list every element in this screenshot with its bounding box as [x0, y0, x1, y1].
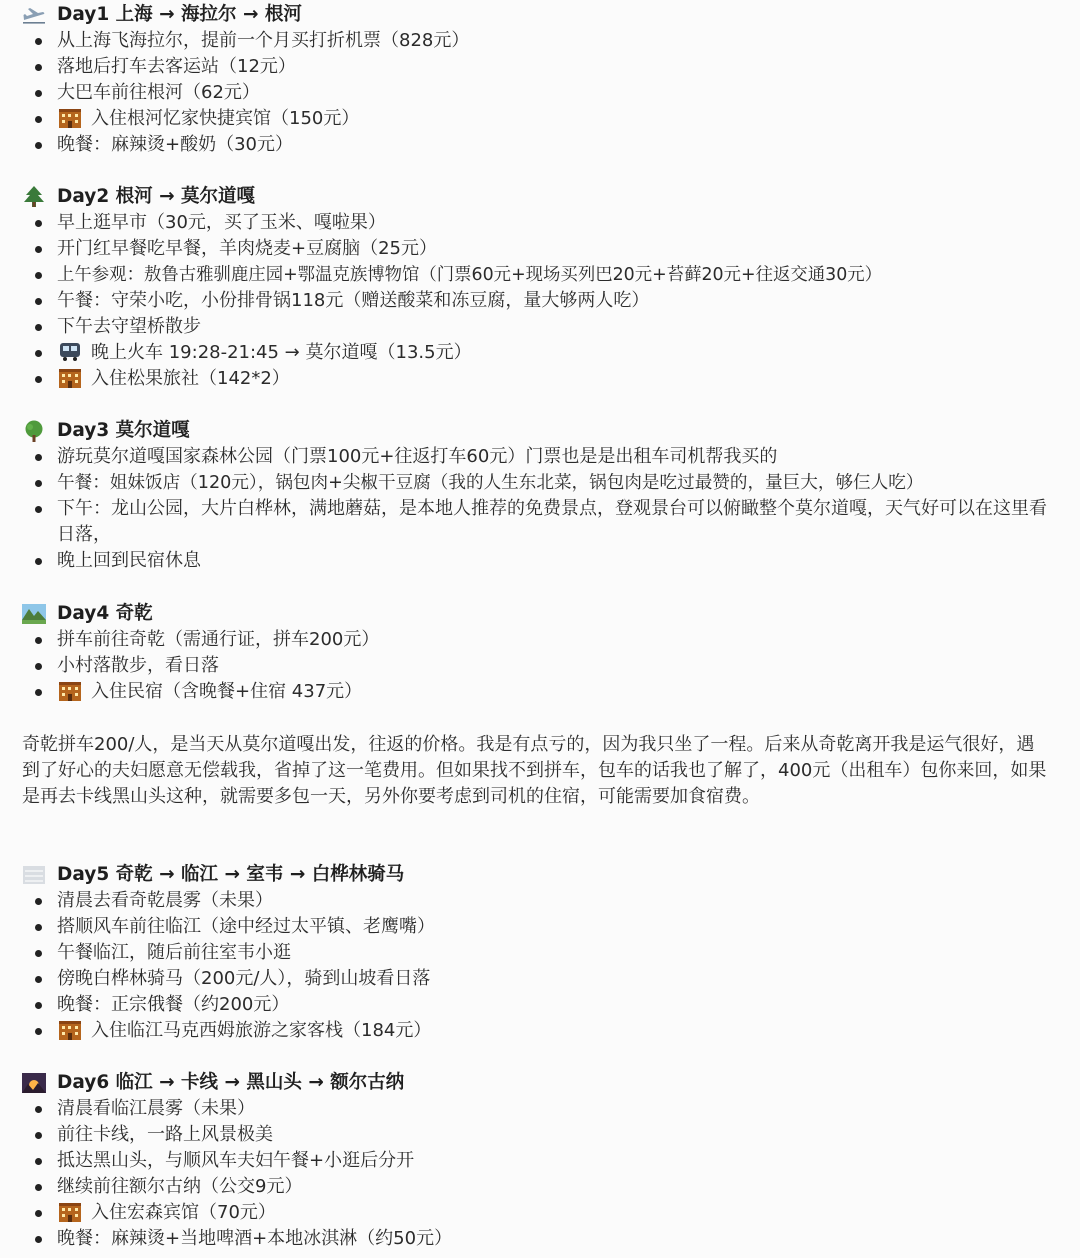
- list-item: [0, 1018, 1080, 1044]
- list-item: [0, 548, 1080, 574]
- hotel-icon: [57, 1020, 83, 1040]
- item-text: 晚餐：麻辣烫+当地啤酒+本地冰淇淋（约50元）: [57, 1228, 453, 1249]
- item-list: [0, 888, 1080, 1044]
- item-text: 前往卡线，一路上风景极美: [57, 1124, 273, 1145]
- hotel-icon: [57, 108, 83, 128]
- hotel-icon: [57, 1202, 83, 1222]
- list-item: [0, 1174, 1080, 1200]
- sunrise-over-mountains-icon: [22, 1073, 46, 1093]
- item-text: 清晨看临江晨雾（未果）: [57, 1098, 255, 1119]
- list-item: [0, 966, 1080, 992]
- list-item: [0, 1122, 1080, 1148]
- list-item: [0, 1226, 1080, 1252]
- list-item: [0, 496, 1080, 548]
- train-icon: [57, 342, 83, 362]
- list-item: [0, 262, 1080, 288]
- list-item: [0, 236, 1080, 262]
- list-item: [0, 288, 1080, 314]
- item-text: 早上逛早市（30元，买了玉米、嘎啦果）: [57, 212, 386, 233]
- section-heading-text: Day6 临江 → 卡线 → 黑山头 → 额尔古纳: [57, 1072, 405, 1093]
- item-text: 入住松果旅社（142*2）: [91, 368, 290, 389]
- item-text: 清晨去看奇乾晨雾（未果）: [57, 890, 273, 911]
- note-paragraph: 奇乾拼车200/人，是当天从莫尔道嘎出发，往返的价格。我是有点亏的，因为我只坐了一程。后来从奇乾离开我是运气很好，遇到了好心的夫妇愿意无偿载我，省掉了这一笔费用。但如果找不到拼车，包车的话我也了解了，400元（出租车）包你来回，如果是再去卡线黑山头这种，就需要多包一天，另外你要考虑到司机的住宿，可能需要加食宿费。: [22, 734, 1047, 807]
- list-item: [0, 106, 1080, 132]
- item-text: 入住民宿（含晚餐+住宿 437元）: [91, 681, 363, 702]
- list-item: [0, 340, 1080, 366]
- item-text: 拼车前往奇乾（需通行证，拼车200元）: [57, 629, 380, 650]
- item-text: 午餐：姐妹饭店（120元），锅包肉+尖椒干豆腐（我的人生东北菜，锅包肉是吃过最赞的，量巨大，够仨人吃）: [57, 473, 924, 493]
- section-heading: [0, 862, 1080, 888]
- section-heading-text: Day1 上海 → 海拉尔 → 根河: [57, 4, 302, 25]
- section-heading: [0, 1070, 1080, 1096]
- list-item: [0, 627, 1080, 653]
- item-text: 游玩莫尔道嘎国家森林公园（门票100元+往返打车60元）门票也是是出租车司机帮我买的: [57, 446, 778, 467]
- item-text: 小村落散步，看日落: [57, 655, 219, 676]
- day2-section: [0, 184, 1080, 392]
- item-list: [0, 1096, 1080, 1252]
- item-text: 晚上火车 19:28-21:45 → 莫尔道嘎（13.5元）: [91, 342, 472, 363]
- item-text: 晚上回到民宿休息: [57, 550, 201, 571]
- item-text: 从上海飞海拉尔，提前一个月买打折机票（828元）: [57, 30, 470, 51]
- item-text: 傍晚白桦林骑马（200元/人），骑到山坡看日落: [57, 968, 431, 989]
- section-heading-text: Day3 莫尔道嘎: [57, 420, 190, 441]
- section-heading: [0, 601, 1080, 627]
- item-text: 午餐：守荣小吃，小份排骨锅118元（赠送酸菜和冻豆腐，量大够两人吃）: [57, 290, 650, 311]
- list-item: [0, 366, 1080, 392]
- day1-section: [0, 2, 1080, 158]
- item-list: [0, 28, 1080, 158]
- item-text: 午餐临江，随后前往室韦小逛: [57, 942, 291, 963]
- list-item: [0, 314, 1080, 340]
- section-heading-text: Day5 奇乾 → 临江 → 室韦 → 白桦林骑马: [57, 864, 405, 885]
- day4-section: [0, 601, 1080, 705]
- deciduous-tree-icon: [22, 421, 46, 441]
- item-list: [0, 210, 1080, 392]
- section-heading: [0, 2, 1080, 28]
- item-text: 开门红早餐吃早餐，羊肉烧麦+豆腐脑（25元）: [57, 238, 437, 259]
- list-item: [0, 914, 1080, 940]
- foggy-icon: [22, 865, 46, 885]
- section-heading-text: Day2 根河 → 莫尔道嘎: [57, 186, 256, 207]
- list-item: [0, 888, 1080, 914]
- item-text: 下午去守望桥散步: [57, 316, 201, 337]
- day3-section: [0, 418, 1080, 574]
- item-text: 入住宏森宾馆（70元）: [91, 1202, 276, 1223]
- day6-section: [0, 1070, 1080, 1252]
- item-text: 搭顺风车前往临江（途中经过太平镇、老鹰嘴）: [57, 916, 435, 937]
- item-text: 上午参观：敖鲁古雅驯鹿庄园+鄂温克族博物馆（门票60元+现场买列巴20元+苔藓20元+往返交通30元）: [57, 265, 883, 285]
- item-text: 入住根河忆家快捷宾馆（150元）: [91, 108, 360, 129]
- section-heading: [0, 418, 1080, 444]
- day5-section: [0, 862, 1080, 1044]
- list-item: [0, 653, 1080, 679]
- evergreen-tree-icon: [22, 187, 46, 207]
- list-item: [0, 1096, 1080, 1122]
- list-item: [0, 80, 1080, 106]
- section-heading-text: Day4 奇乾: [57, 603, 153, 624]
- airplane-icon: [22, 5, 46, 25]
- list-item: [0, 992, 1080, 1018]
- hotel-icon: [57, 368, 83, 388]
- item-text: 继续前往额尔古纳（公交9元）: [57, 1176, 303, 1197]
- section-heading: [0, 184, 1080, 210]
- item-text: 晚餐：麻辣烫+酸奶（30元）: [57, 134, 293, 155]
- list-item: [0, 444, 1080, 470]
- list-item: [0, 1200, 1080, 1226]
- list-item: [0, 940, 1080, 966]
- item-text: 下午：龙山公园，大片白桦林，满地蘑菇，是本地人推荐的免费景点，登观景台可以俯瞰整个莫尔道嘎，天气好可以在这里看日落，: [57, 498, 1047, 545]
- item-text: 大巴车前往根河（62元）: [57, 82, 260, 103]
- item-text: 入住临江马克西姆旅游之家客栈（184元）: [91, 1020, 432, 1041]
- item-text: 抵达黑山头，与顺风车夫妇午餐+小逛后分开: [57, 1150, 415, 1171]
- list-item: [0, 210, 1080, 236]
- list-item: [0, 470, 1080, 496]
- item-list: [0, 444, 1080, 574]
- item-text: 落地后打车去客运站（12元）: [57, 56, 296, 77]
- list-item: [0, 1148, 1080, 1174]
- national-park-icon: [22, 604, 46, 624]
- list-item: [0, 132, 1080, 158]
- list-item: [0, 28, 1080, 54]
- hotel-icon: [57, 681, 83, 701]
- item-list: [0, 627, 1080, 705]
- list-item: [0, 54, 1080, 80]
- list-item: [0, 679, 1080, 705]
- item-text: 晚餐：正宗俄餐（约200元）: [57, 994, 290, 1015]
